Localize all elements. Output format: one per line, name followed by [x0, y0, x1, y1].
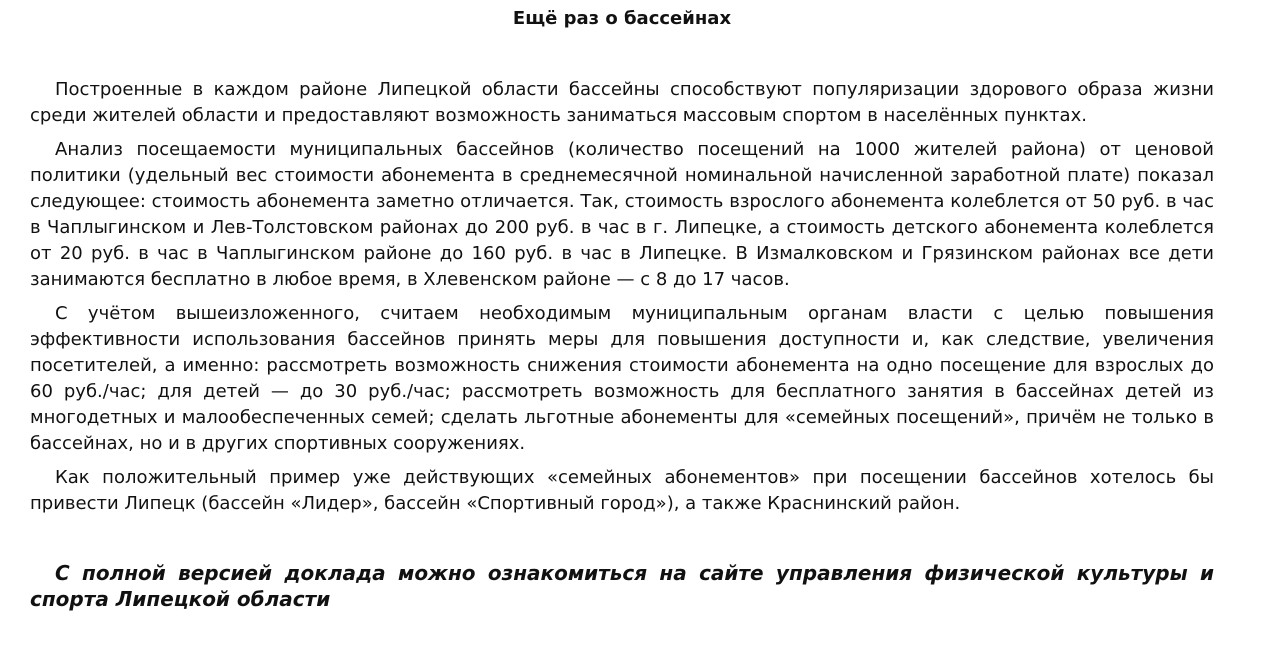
paragraph-intro: Построенные в каждом районе Липецкой области бассейны способствуют популяризации здорового образа жизни среди жителей области и предоставляют возможность заниматься массовым спортом в населённых пунктах.: [30, 79, 1214, 126]
footer-note: С полной версией доклада можно ознакомиться на сайте управления физической культуры и спорта Липецкой области: [30, 561, 1214, 611]
paragraph-example: Как положительный пример уже действующих «семейных абонементов» при посещении бассейнов хотелось бы привести Липецк (бассейн «Лидер», бассейн «Спортивный город»), а также Краснинский район.: [30, 467, 1214, 514]
document-page: [30, 0, 1214, 612]
paragraph-recommendations: С учётом вышеизложенного, считаем необходимым муниципальным органам власти с целью повышения эффективности использования бассейнов принять меры для повышения доступности и, как следствие, увеличения посетителей, а именно: рассмотреть возможность снижения стоимости абонемента на одно посещение для взрослых до 60 руб./час; для детей — до 30 руб./час; рассмотреть возможность для бесплатного занятия в бассейнах детей из многодетных и малообеспеченных семей; сделать льготные абонементы для «семейных посещений», причём не только в бассейнах, но и в других спортивных сооружениях.: [30, 303, 1214, 454]
document-title: Ещё раз о бассейнах: [512, 8, 732, 29]
paragraph-analysis: Анализ посещаемости муниципальных бассейнов (количество посещений на 1000 жителей района) от ценовой политики (удельный вес стоимости абонемента в среднемесячной номинальной начисленной заработной плате) показал следующее: стоимость абонемента заметно отличается. Так, стоимость взрослого абонемента колеблется от 50 руб. в час в Чаплыгинском и Лев-Толстовском районах до 200 руб. в час в г. Липецке, а стоимость детского абонемента колеблется от 20 руб. в час в Чаплыгинском районе до 160 руб. в час в Липецке. В Измалковском и Грязинском районах все дети занимаются бесплатно в любое время, в Хлевенском районе — с 8 до 17 часов.: [30, 139, 1214, 290]
